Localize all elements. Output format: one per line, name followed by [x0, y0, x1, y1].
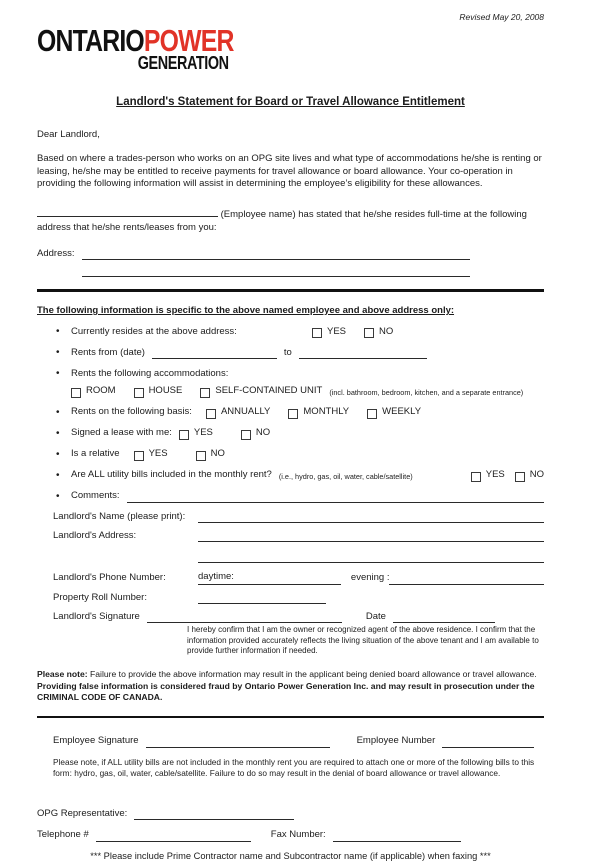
- rents-from-date-line[interactable]: [152, 347, 277, 359]
- logo-line-1: [37, 23, 234, 59]
- employee-signature-label: Employee Signature: [53, 735, 139, 747]
- address-row: [37, 248, 544, 260]
- resides-no-label: NO: [379, 325, 394, 337]
- monthly-label: MONTHLY: [303, 406, 350, 418]
- utilities-no-checkbox[interactable]: [515, 472, 525, 482]
- rents-from-label: • Rents from (date): [71, 346, 145, 358]
- property-roll-line[interactable]: [198, 592, 326, 604]
- landlord-address-label: Landlord's Address:: [53, 529, 137, 541]
- address-row-2: [82, 265, 544, 277]
- comments-line[interactable]: [127, 491, 544, 503]
- logo-ontario-text: ONTARIO: [37, 23, 144, 59]
- notice-bold-tail: Providing false information is considered fraud by Ontario Power Generation Inc. and may result in prosecution under the CRIMINAL CODE OF CANADA.: [37, 680, 535, 703]
- daytime-label: daytime:: [198, 571, 234, 584]
- self-contained-checkbox[interactable]: [200, 388, 210, 398]
- relative-label: • Is a relative: [71, 448, 120, 460]
- weekly-checkbox[interactable]: [367, 409, 377, 419]
- employee-name-suffix: (Employee name) has stated that he/she resides full-time at the following address that he/she rents/leases from you:: [37, 209, 527, 233]
- logo-generation-text: GENERATION: [138, 53, 229, 74]
- house-checkbox[interactable]: [134, 388, 144, 398]
- bullet-accommodations: [56, 367, 544, 380]
- landlord-phone-row: [53, 571, 544, 584]
- utilities-yes-label: YES: [485, 469, 505, 481]
- property-roll-row: [53, 592, 544, 604]
- evening-phone-line[interactable]: [389, 573, 544, 585]
- divider-rule-bottom: [37, 716, 544, 719]
- landlord-address-line-1[interactable]: [198, 530, 544, 542]
- lease-no-checkbox[interactable]: [241, 430, 251, 440]
- revised-date: Revised May 20, 2008: [459, 12, 544, 22]
- address-label: Address:: [37, 248, 75, 260]
- employee-signature-line[interactable]: [146, 736, 330, 748]
- notice-body: Failure to provide the above information may result in the applicant being denied board allowance or travel allowance.: [87, 668, 537, 679]
- employee-number-line[interactable]: [442, 736, 534, 748]
- resides-no-checkbox[interactable]: [364, 328, 374, 338]
- section-heading: The following information is specific to the above named employee and above address only:: [37, 304, 455, 316]
- resides-yes-checkbox[interactable]: [312, 328, 322, 338]
- basis-label: • Rents on the following basis:: [71, 406, 192, 418]
- daytime-phone-line[interactable]: [234, 573, 341, 585]
- page-title: Landlord's Statement for Board or Travel Allowance Entitlement: [116, 96, 465, 109]
- relative-no-label: NO: [210, 448, 225, 460]
- telephone-fax-row: [37, 829, 544, 841]
- bullet-resides: [56, 325, 544, 338]
- resides-yes-label: YES: [327, 325, 347, 337]
- lease-yes-checkbox[interactable]: [179, 430, 189, 440]
- bullet-basis: [56, 406, 544, 419]
- fax-number-line[interactable]: [333, 830, 461, 842]
- accommodations-label: • Rents the following accommodations:: [71, 367, 229, 379]
- annually-label: ANNUALLY: [220, 406, 271, 418]
- relative-yes-checkbox[interactable]: [134, 451, 144, 461]
- utilities-no-label: NO: [529, 469, 544, 481]
- lease-yes-label: YES: [193, 427, 213, 439]
- telephone-line[interactable]: [96, 830, 251, 842]
- address-line-1[interactable]: [82, 248, 470, 260]
- evening-label: evening :: [350, 572, 390, 584]
- bullet-utilities: [56, 469, 544, 482]
- date-label: Date: [365, 610, 386, 622]
- rents-to-label: to: [283, 346, 292, 358]
- opg-representative-line[interactable]: [134, 808, 294, 820]
- bullet-comments: [56, 490, 544, 503]
- landlord-name-row: [53, 511, 544, 523]
- accommodation-options-row: [71, 385, 544, 397]
- fax-number-label: Fax Number:: [270, 829, 326, 841]
- annually-checkbox[interactable]: [206, 409, 216, 419]
- utilities-yes-checkbox[interactable]: [471, 472, 481, 482]
- relative-no-checkbox[interactable]: [196, 451, 206, 461]
- lease-no-label: NO: [255, 427, 271, 439]
- landlord-name-line[interactable]: [198, 511, 544, 523]
- intro-paragraph: Based on where a trades-person who works on an OPG site lives and what type of accommodations he/she is renting or leasing, he/she may be entitled to receive payments for travel allowance or board allowance. Your co-operation in providing the following information will assist in determining the employee’s eligibility for these allowances.: [37, 153, 542, 190]
- employee-signature-row: [53, 735, 544, 747]
- property-roll-label: Property Roll Number:: [53, 591, 147, 603]
- opg-representative-label: OPG Representative:: [37, 807, 128, 819]
- salutation: Dear Landlord,: [37, 128, 100, 140]
- room-checkbox[interactable]: [71, 388, 81, 398]
- employee-number-label: Employee Number: [356, 735, 436, 747]
- landlord-signature-row: [53, 611, 544, 623]
- landlord-name-label: Landlord's Name (please print):: [53, 510, 186, 522]
- relative-yes-label: YES: [148, 448, 168, 460]
- employee-note: Please note, if ALL utility bills are not included in the monthly rent you are required to attach one or more of the following bills to this form: hydro, gas, oil, water, cable/satellite. Failure to do so may result in the denial of board allowance or travel allowance.: [53, 756, 535, 778]
- notice-bold-lead: Please note:: [37, 668, 88, 679]
- utilities-label: • Are ALL utility bills included in the monthly rent?: [71, 469, 272, 481]
- employee-name-line[interactable]: [37, 205, 218, 217]
- faxing-instructions: *** Please include Prime Contractor name and Subcontractor name (if applicable) when faxing ***: [90, 850, 491, 861]
- weekly-label: WEEKLY: [382, 406, 422, 418]
- house-label: HOUSE: [148, 385, 183, 397]
- room-label: ROOM: [86, 385, 116, 397]
- date-line[interactable]: [393, 611, 495, 623]
- notice-paragraph: [37, 669, 544, 704]
- landlord-phone-label: Landlord's Phone Number:: [53, 572, 166, 584]
- rents-to-date-line[interactable]: [299, 347, 427, 359]
- landlord-address-line-2[interactable]: [198, 551, 544, 563]
- monthly-checkbox[interactable]: [288, 409, 298, 419]
- self-contained-note: (incl. bathroom, bedroom, kitchen, and a separate entrance): [329, 388, 524, 398]
- landlord-signature-line[interactable]: [147, 611, 342, 623]
- bullet-lease: [56, 427, 544, 440]
- logo-power-text: POWER: [143, 23, 234, 59]
- bullet-rents-from: [56, 346, 544, 359]
- telephone-label: Telephone #: [37, 829, 89, 841]
- opg-logo: [37, 25, 233, 79]
- comments-label: • Comments:: [71, 490, 120, 502]
- employee-name-paragraph: [37, 205, 544, 234]
- landlord-signature-label: Landlord's Signature: [53, 610, 140, 622]
- signature-confirmation-text: I hereby confirm that I am the owner or recognized agent of the above residence. I confirm that the information provided accurately reflects the living situation of the above tenant and I am available to provide further information if needed.: [187, 625, 539, 656]
- utilities-note: (i.e., hydro, gas, oil, water, cable/satellite): [278, 472, 413, 482]
- self-contained-label: SELF-CONTAINED UNIT: [215, 385, 323, 397]
- address-line-2[interactable]: [82, 265, 470, 277]
- lease-label: • Signed a lease with me:: [71, 427, 172, 439]
- opg-representative-row: [37, 808, 544, 820]
- landlord-address-row-2: [53, 551, 544, 563]
- landlord-address-row: [53, 530, 544, 542]
- bullet-relative: [56, 448, 544, 461]
- resides-label: • Currently resides at the above address:: [71, 325, 237, 337]
- divider-rule-top: [37, 289, 544, 292]
